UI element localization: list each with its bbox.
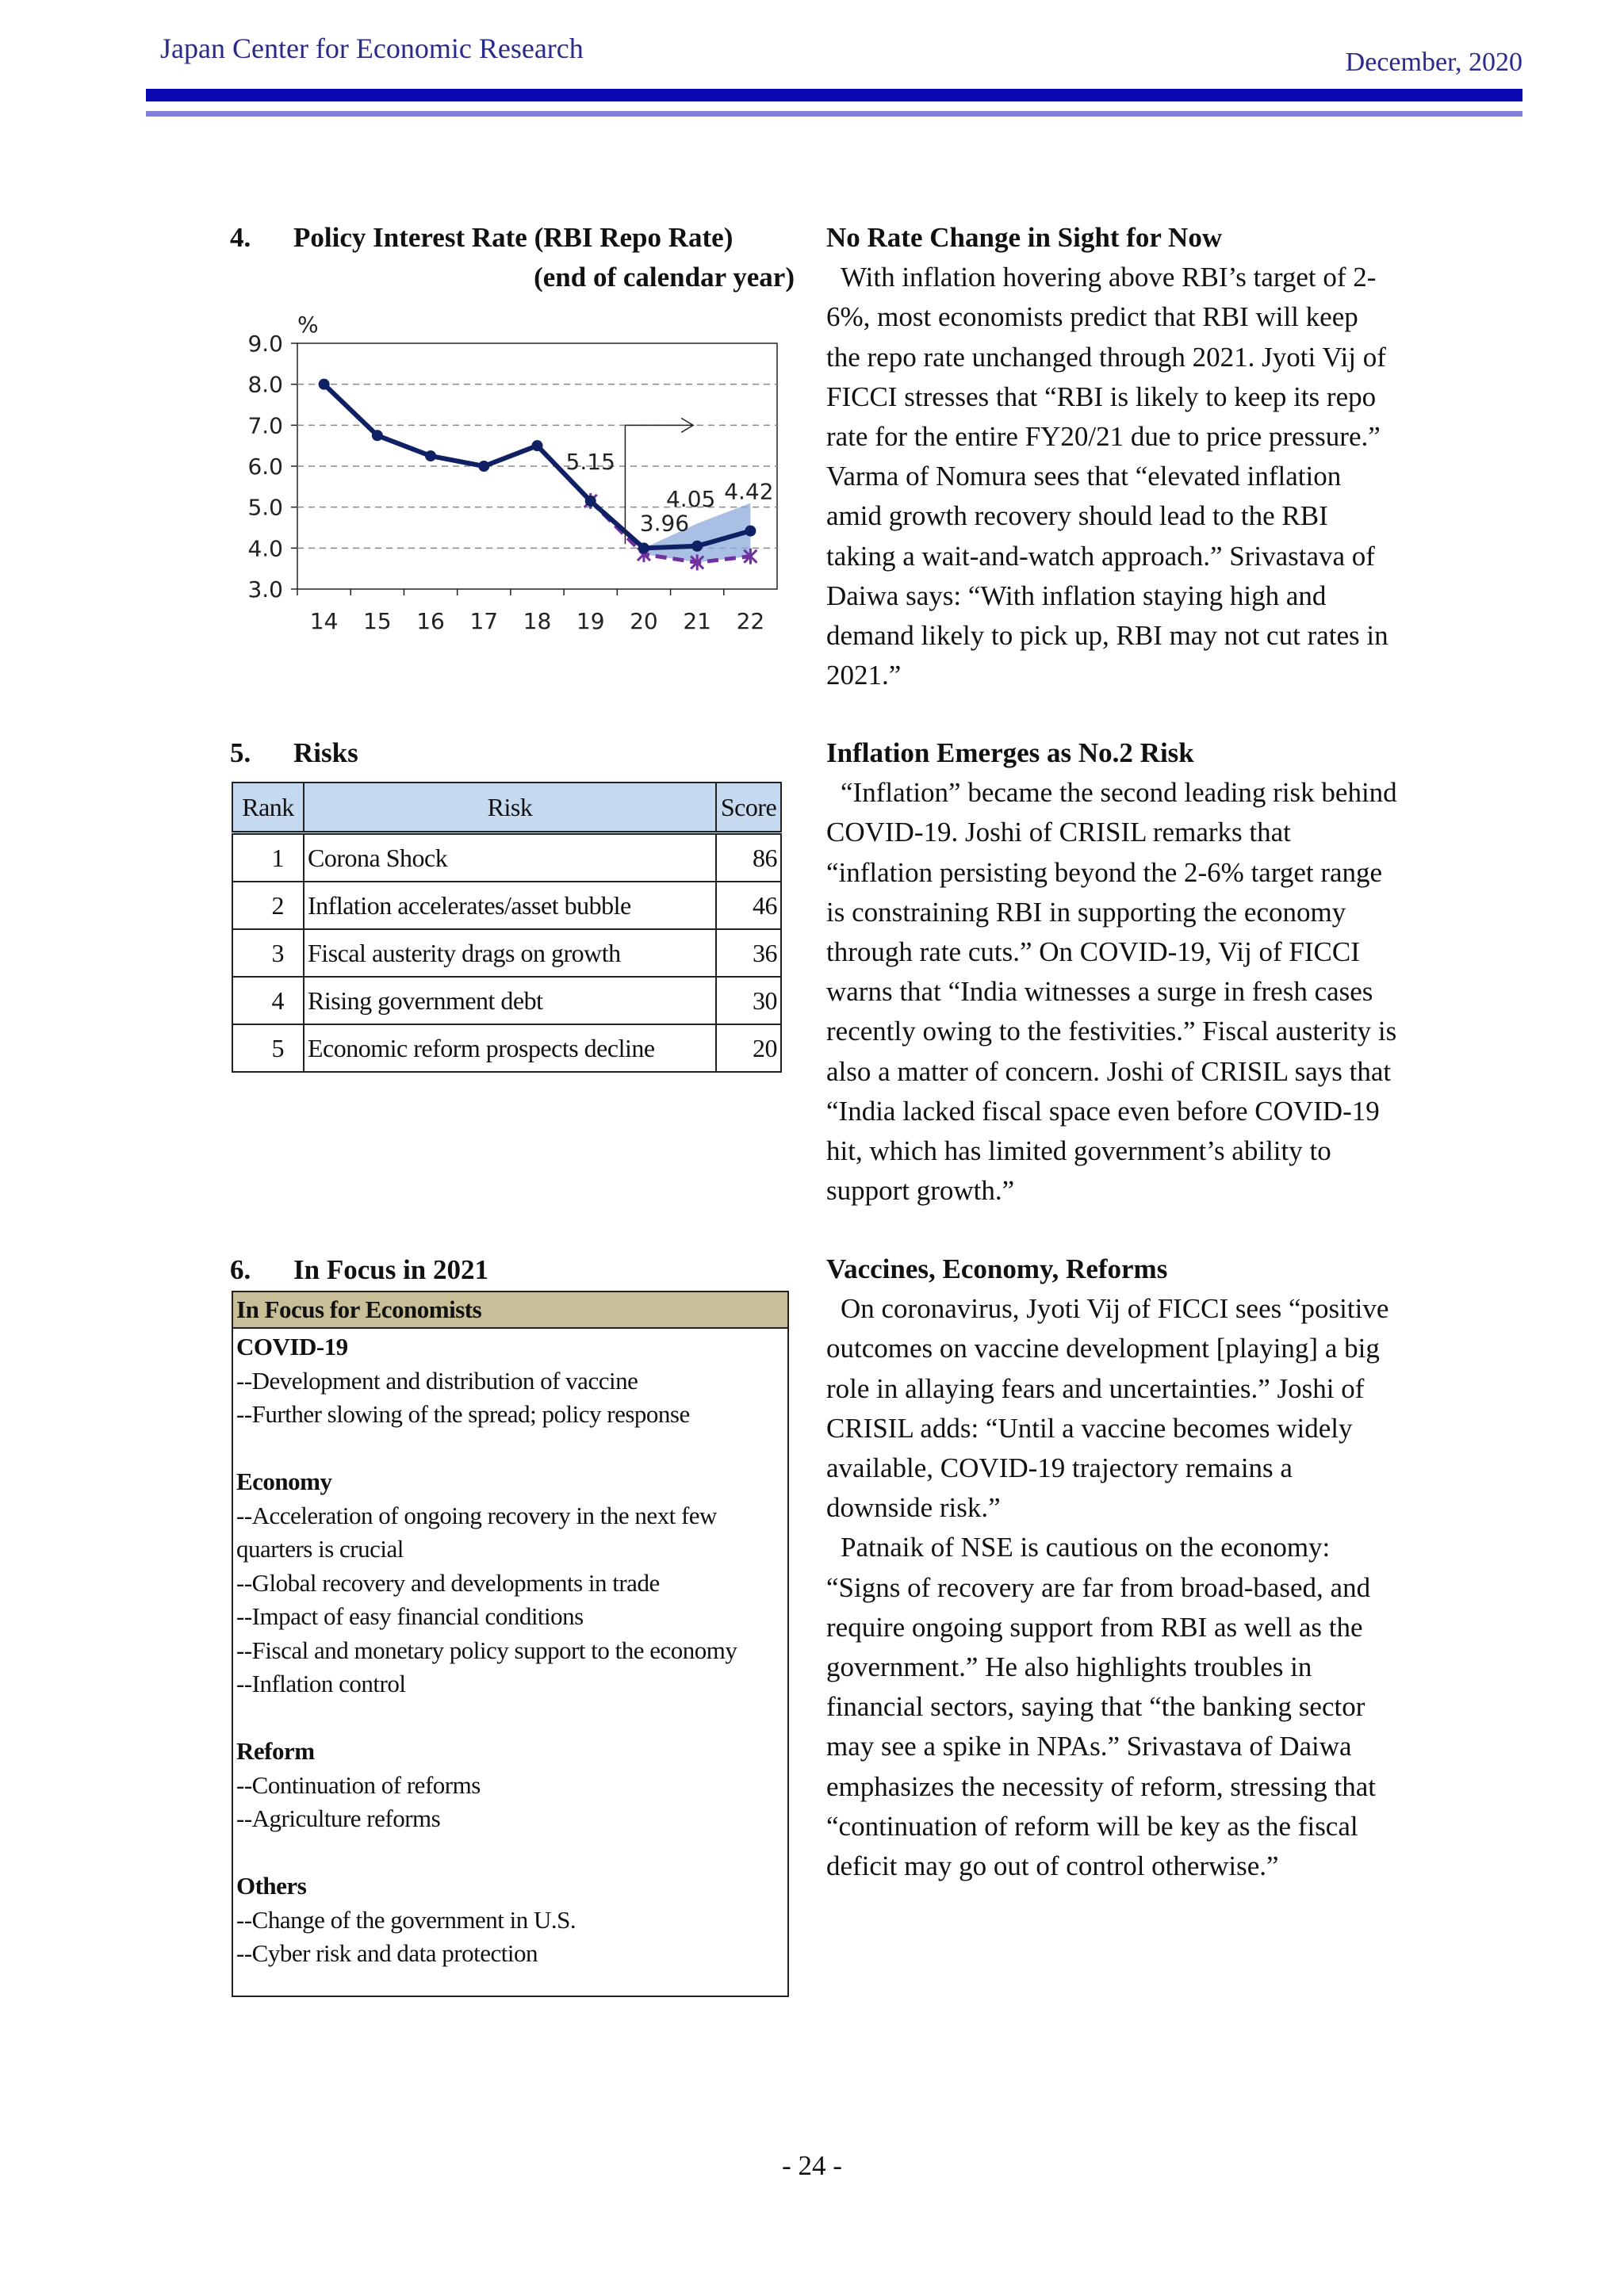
risk-cell: Corona Shock xyxy=(304,833,716,882)
x-tick-label: 14 xyxy=(309,608,339,634)
x-tick-label: 22 xyxy=(736,608,765,634)
data-point xyxy=(691,541,703,552)
section-4-number: 4. xyxy=(230,222,251,253)
section-6-title xyxy=(230,1254,488,1286)
x-tick-label: 21 xyxy=(683,608,711,634)
risks-table xyxy=(232,782,782,1073)
x-tick-label: 15 xyxy=(363,608,392,634)
data-label: 5.15 xyxy=(565,448,615,475)
risk-cell: Economic reform prospects decline xyxy=(304,1024,716,1072)
focus-category: Reform xyxy=(236,1737,315,1765)
col-header-risk: Risk xyxy=(304,783,716,833)
block-paragraph: With inflation hovering above RBI’s target of 2-6%, most economists predict that RBI will keep the repo rate unchanged through 2021. Jyoti Vij of FICCI stresses that “RBI is likely to keep its repo rate for the entire FY20/21 due to price pressure.” Varma of Nomura sees that “elevated inflation amid growth recovery should lead to the RBI taking a wait-and-watch approach.” Srivastava of Daiwa says: “With inflation staying high and demand likely to pick up, RBI may not cut rates in 2021.” xyxy=(826,262,1388,691)
table-row xyxy=(232,1024,781,1072)
y-tick-label: 6.0 xyxy=(247,453,283,480)
focus-item: --Inflation control xyxy=(236,1670,406,1697)
focus-item: --Change of the government in U.S. xyxy=(236,1905,576,1934)
y-tick-label: 5.0 xyxy=(247,494,283,521)
section-6-number: 6. xyxy=(230,1254,251,1285)
data-point xyxy=(745,526,756,537)
table-row xyxy=(232,882,781,929)
score-cell: 36 xyxy=(716,929,781,977)
table-row xyxy=(232,833,781,882)
focus-item: --Further slowing of the spread; policy response xyxy=(236,1400,690,1428)
x-tick-label: 19 xyxy=(576,608,605,634)
y-tick-label: 3.0 xyxy=(247,576,283,603)
x-tick-label: 20 xyxy=(630,608,658,634)
col-header-score: Score xyxy=(716,783,781,833)
data-label: 3.96 xyxy=(639,510,690,537)
block-heading: Inflation Emerges as No.2 Risk xyxy=(826,737,1194,768)
section-4-title-text: Policy Interest Rate (RBI Repo Rate) xyxy=(293,222,733,253)
header-rule-thin xyxy=(146,111,1522,117)
block-paragraph: “Inflation” became the second leading risk behind COVID-19. Joshi of CRISIL remarks that “inflation persisting beyond the 2-6% target range is constraining RBI in supporting the economy through rate cuts.” On COVID-19, Vij of FICCI warns that “India witnesses a surge in fresh cases recently owing to the festivities.” Fiscal austerity is also a matter of concern. Joshi of CRISIL says that “India lacked fiscal space even before COVID-19 hit, which has limited government’s ability to support growth.” xyxy=(826,777,1397,1207)
focus-item: --Impact of easy financial conditions xyxy=(236,1602,584,1630)
col-header-rank: Rank xyxy=(232,783,304,833)
section-4-subtitle: (end of calendar year) xyxy=(534,262,795,293)
data-point xyxy=(478,461,489,472)
rank-cell: 4 xyxy=(232,977,304,1024)
risk-cell: Fiscal austerity drags on growth xyxy=(304,929,716,977)
y-tick-label: 8.0 xyxy=(247,371,283,398)
section-6-title-text: In Focus in 2021 xyxy=(293,1254,489,1285)
rank-cell: 1 xyxy=(232,833,304,882)
x-tick-label: 18 xyxy=(523,608,552,634)
y-tick-label: 4.0 xyxy=(247,535,283,562)
focus-item: --Acceleration of ongoing recovery in the next few quarters is crucial xyxy=(236,1501,717,1563)
score-cell: 46 xyxy=(716,882,781,929)
section-5-number: 5. xyxy=(230,737,251,768)
section-5-title xyxy=(230,737,358,769)
page-number: - 24 - xyxy=(782,2150,842,2181)
repo-rate-chart xyxy=(222,313,801,646)
article-block-inflation xyxy=(826,733,1397,1211)
focus-item: --Cyber risk and data protection xyxy=(236,1939,538,1967)
y-tick-label: 9.0 xyxy=(247,331,283,357)
risk-cell: Rising government debt xyxy=(304,977,716,1024)
rank-cell: 5 xyxy=(232,1024,304,1072)
data-point xyxy=(638,542,649,553)
score-cell: 20 xyxy=(716,1024,781,1072)
data-label: 4.42 xyxy=(724,478,774,505)
chart-y-unit: % xyxy=(297,313,319,338)
organization-name: Japan Center for Economic Research xyxy=(160,33,584,64)
data-point xyxy=(425,450,436,461)
chart-x-ticks xyxy=(310,608,764,634)
block-paragraph: On coronavirus, Jyoti Vij of FICCI sees “positive outcomes on vaccine development [playing] a big role in allaying fears and uncertainties.” Joshi of CRISIL adds: “Until a vaccine becomes widely available, COVID-19 trajectory remains a downside risk.” xyxy=(826,1293,1389,1524)
x-tick-label: 17 xyxy=(469,608,499,634)
data-label: 4.05 xyxy=(665,485,716,512)
chart-y-ticks xyxy=(247,331,283,603)
focus-item: --Fiscal and monetary policy support to the economy xyxy=(236,1636,737,1664)
focus-category: Economy xyxy=(236,1468,332,1495)
article-block-rates xyxy=(826,218,1397,695)
block-heading: No Rate Change in Sight for Now xyxy=(826,222,1223,253)
publication-date: December, 2020 xyxy=(1345,48,1522,77)
focus-item: --Agriculture reforms xyxy=(236,1804,441,1832)
focus-box-body xyxy=(233,1329,787,1973)
focus-item: --Development and distribution of vaccine xyxy=(236,1366,638,1395)
focus-category: Others xyxy=(236,1872,307,1900)
data-point xyxy=(532,440,543,451)
risk-cell: Inflation accelerates/asset bubble xyxy=(304,882,716,929)
rank-cell: 2 xyxy=(232,882,304,929)
focus-box xyxy=(232,1291,789,1997)
data-point xyxy=(372,430,383,441)
table-row xyxy=(232,929,781,977)
data-point xyxy=(585,496,596,507)
article-block-vaccines xyxy=(826,1249,1397,1886)
rank-cell: 3 xyxy=(232,929,304,977)
data-point xyxy=(319,379,330,390)
focus-category: COVID-19 xyxy=(236,1333,348,1360)
score-cell: 86 xyxy=(716,833,781,882)
table-row xyxy=(232,977,781,1024)
header-rule-thick xyxy=(146,89,1522,101)
focus-item: --Global recovery and developments in trade xyxy=(236,1568,660,1597)
section-5-title-text: Risks xyxy=(293,737,358,768)
block-paragraph: Patnaik of NSE is cautious on the economy: “Signs of recovery are far from broad-based, and require ongoing support from RBI as well as the government.” He also highlights troubles in financial sectors, saying that “the banking sector may see a spike in NPAs.” Srivastava of Daiwa emphasizes the necessity of reform, stressing that “continuation of reform will be key as the fiscal deficit may go out of control otherwise.” xyxy=(826,1532,1376,1882)
section-4-title xyxy=(230,222,801,254)
block-heading: Vaccines, Economy, Reforms xyxy=(826,1253,1168,1284)
y-tick-label: 7.0 xyxy=(247,412,283,439)
x-tick-label: 16 xyxy=(416,608,445,634)
focus-item: --Continuation of reforms xyxy=(236,1770,481,1799)
risks-table-header xyxy=(232,783,781,833)
focus-box-header: In Focus for Economists xyxy=(233,1292,787,1329)
score-cell: 30 xyxy=(716,977,781,1024)
